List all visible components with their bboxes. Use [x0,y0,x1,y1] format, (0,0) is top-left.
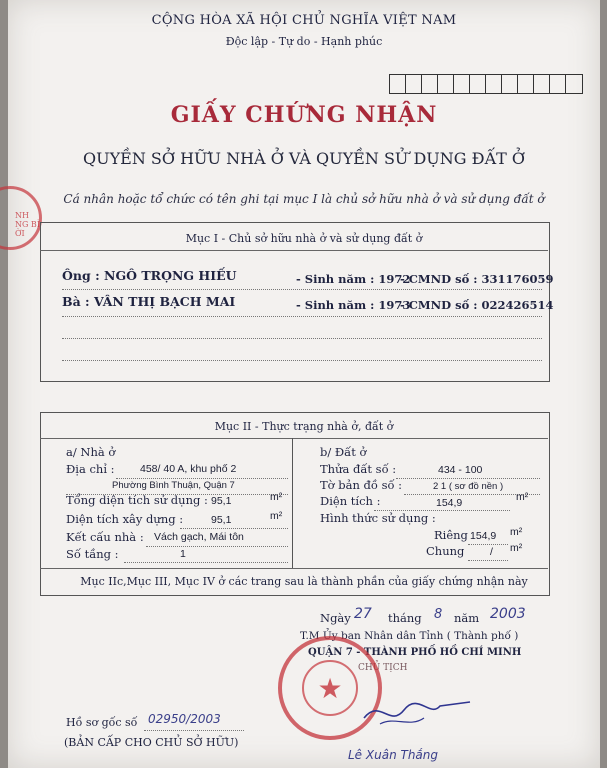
date-day: 27 [354,606,372,622]
owner-1-name: Ông : NGÔ TRỌNG HIẾU [62,268,237,283]
certificate-page [8,0,600,768]
build-area-unit: m² [270,510,283,522]
owner-2-name: Bà : VÂN THỊ BẠCH MAI [62,294,236,309]
certificate-subtitle: QUYỀN SỞ HỮU NHÀ Ở VÀ QUYỀN SỬ DỤNG ĐẤT Ở [83,149,525,168]
signer-name: Lê Xuân Thắng [348,748,438,762]
record-label: Hồ sơ gốc số [66,716,138,729]
authority-line-2: QUẬN 7 - THÀNH PHỐ HỒ CHÍ MINH [308,647,522,658]
total-area-value: 95,1 [211,495,232,507]
date-year-label: năm [454,611,480,625]
date-day-label: Ngày [320,611,351,625]
intro-text: Cá nhân hoặc tổ chức có tên ghi tại mục I là chủ sở hữu nhà ở và sử dụng đất ở [63,192,545,206]
lot-value: 434 - 100 [438,464,483,476]
star-icon: ★ [302,660,358,716]
build-area-value: 95,1 [211,514,232,526]
national-motto: Độc lập - Tự do - Hạnh phúc [225,35,383,48]
owner-2-birth: - Sinh năm : 1973 [296,298,411,312]
copy-note: (BẢN CẤP CHO CHỦ SỞ HỮU) [64,736,239,749]
side-seal-stamp: NH NG BÌ ỜI [0,186,42,250]
shared-label: Chung [426,544,465,558]
build-area-label: Diện tích xây dựng : [66,512,184,526]
land-area-label: Diện tích : [320,494,381,508]
date-month: 8 [434,607,443,622]
address-value: 458/ 40 A, khu phố 2 [140,463,237,475]
owner-1-birth: - Sinh năm : 1972 [296,272,411,286]
total-area-label: Tổng diện tích sử dụng : [66,493,208,507]
private-value: 154,9 [470,530,497,542]
land-area-value: 154,9 [436,497,463,509]
house-heading: a/ Nhà ở [66,445,116,459]
structure-label: Kết cấu nhà : [66,530,144,544]
map-sheet-label: Tờ bản đồ số : [320,478,403,492]
shared-unit: m² [510,542,523,554]
usage-label: Hình thức sử dụng : [320,511,436,525]
private-unit: m² [510,526,523,538]
structure-value: Vách gạch, Mái tôn [154,531,244,543]
map-sheet-value: 2 1 ( sơ đồ nền ) [433,481,504,492]
serial-number-boxes [389,74,583,94]
authority-title: CHỦ TỊCH [358,663,408,673]
land-area-unit: m² [516,491,529,503]
authority-line-1: T.M Ủy ban Nhân dân Tỉnh ( Thành phố ) [300,630,519,642]
continuation-note: Mục IIc,Mục III, Mục IV ở các trang sau là thành phần của giấy chứng nhận này [80,575,528,588]
signature-mark [360,688,480,738]
certificate-title: GIẤY CHỨNG NHẬN [170,102,438,128]
total-area-unit: m² [270,491,283,503]
record-value: 02950/2003 [148,712,221,726]
floors-label: Số tầng : [66,547,119,561]
owner-2-id: - CMND số : 022426514 [400,298,554,312]
owner-1-id: - CMND số : 331176059 [400,272,554,286]
section-1-title: Mục I - Chủ sở hữu nhà ở và sử dụng đất ở [185,232,423,245]
address-label: Địa chỉ : [66,462,115,476]
date-month-label: tháng [388,611,422,625]
section-2-title: Mục II - Thực trạng nhà ở, đất ở [214,420,394,433]
land-heading: b/ Đất ở [320,445,367,459]
address-line-2: Phường Bình Thuận, Quận 7 [112,480,235,491]
date-year: 2003 [490,606,526,622]
shared-value: / [490,546,493,558]
floors-value: 1 [180,548,186,560]
lot-label: Thửa đất số : [320,462,397,476]
private-label: Riêng [434,528,468,542]
national-header: CỘNG HÒA XÃ HỘI CHỦ NGHĨA VIỆT NAM [151,13,457,28]
